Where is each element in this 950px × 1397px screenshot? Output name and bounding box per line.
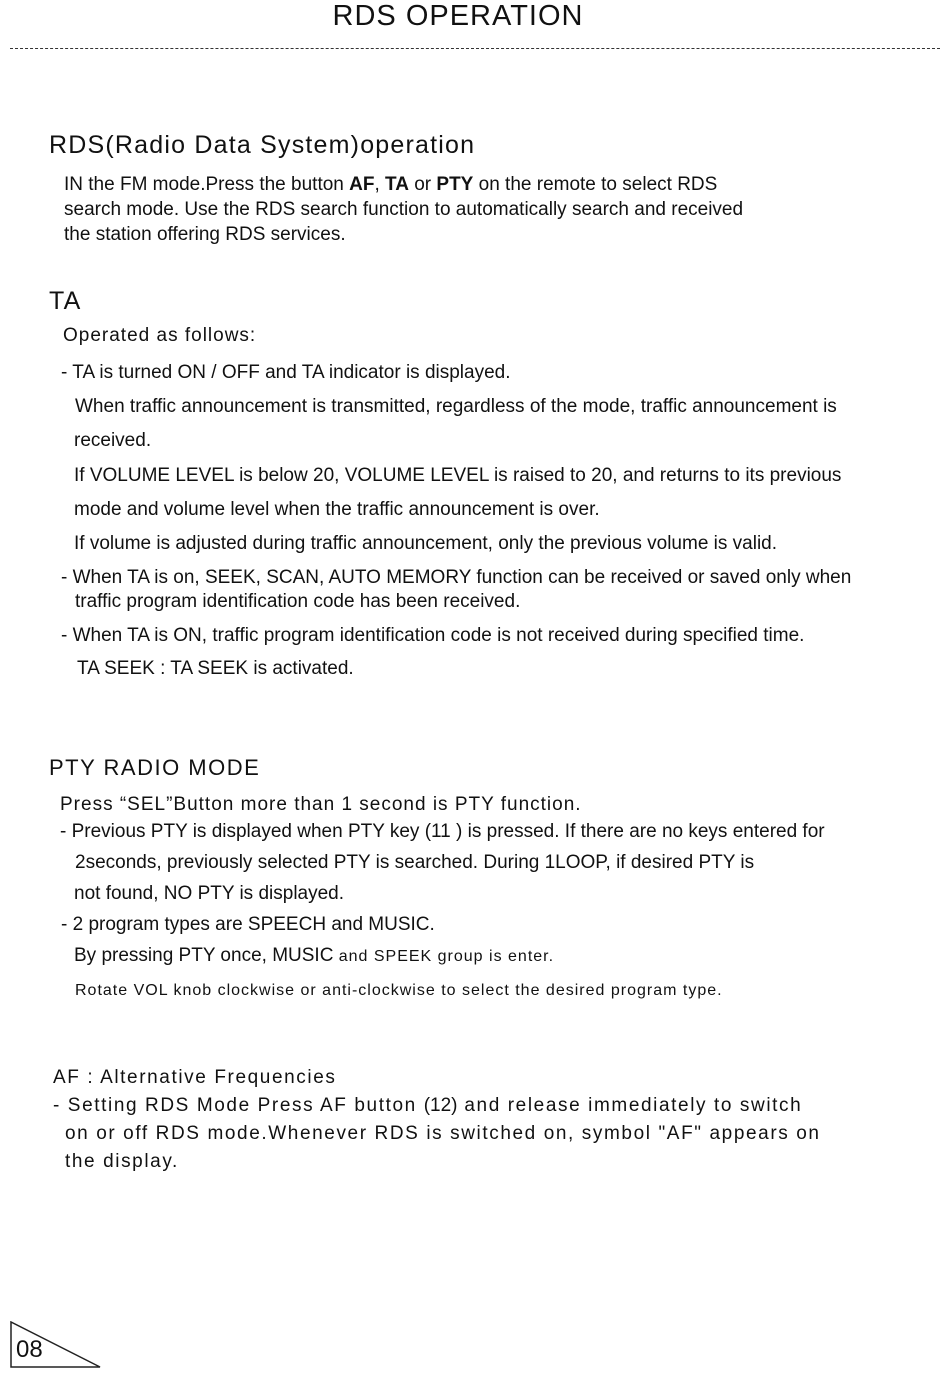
ta-line-5: mode and volume level when the traffic announcement is over. xyxy=(74,499,600,520)
pty-line-6-part-2: and SPEEK group is enter. xyxy=(338,948,555,965)
ta-line-2: When traffic announcement is transmitted, regardless of the mode, traffic announcement is xyxy=(75,396,837,417)
pty-line-2-part-2: is pressed. If there are no keys entered for xyxy=(462,821,825,842)
af-line-3: the display. xyxy=(65,1151,179,1172)
pty-line-6 xyxy=(74,945,554,967)
header-divider xyxy=(10,48,940,49)
pty-key-label: PTY xyxy=(436,174,474,195)
rds-intro-line-3: the station offering RDS services. xyxy=(64,224,346,245)
ta-line-7: - When TA is on, SEEK, SCAN, AUTO MEMORY function can be received or saved only when xyxy=(61,567,852,588)
separator: , xyxy=(374,174,386,195)
pty-key-number: (11 ) xyxy=(424,821,463,842)
ta-line-3: received. xyxy=(74,430,152,451)
af-heading: AF : Alternative Frequencies xyxy=(53,1067,337,1088)
pty-line-6-part-1: By pressing PTY once, MUSIC xyxy=(74,945,339,966)
af-line-1-part-1: - Setting RDS Mode Press AF button xyxy=(53,1095,424,1116)
volume-level-value: 20 xyxy=(313,465,335,486)
pty-line-2 xyxy=(60,821,825,843)
af-key-number: (12) xyxy=(423,1095,458,1116)
rds-intro-pre: IN the FM mode.Press the button xyxy=(64,174,350,195)
af-line-1 xyxy=(53,1095,802,1117)
ta-line-9: - When TA is ON, traffic program identification code is not received during specified time. xyxy=(61,625,805,646)
ta-line-8: traffic program identification code has been received. xyxy=(75,591,521,612)
page-number: 08 xyxy=(16,1336,43,1363)
rds-intro-line-2: search mode. Use the RDS search function to automatically search and received xyxy=(64,199,744,220)
ta-line-10: TA SEEK : TA SEEK is activated. xyxy=(77,658,354,679)
rds-intro-line-1 xyxy=(64,174,717,196)
pty-line-7: Rotate VOL knob clockwise or anti-clockwise to select the desired program type. xyxy=(75,982,723,999)
page-title: RDS OPERATION xyxy=(332,0,584,32)
af-line-1-part-2: and release immediately to switch xyxy=(457,1095,803,1116)
ta-line-4 xyxy=(74,465,841,487)
af-key-label: AF xyxy=(349,174,375,195)
ta-line-4-part-1: If VOLUME LEVEL is below xyxy=(74,465,314,486)
pty-heading: PTY RADIO MODE xyxy=(49,755,261,780)
ta-heading: TA xyxy=(49,287,82,315)
pty-line-2-part-1: - Previous PTY is displayed when PTY key xyxy=(60,821,425,842)
rds-heading: RDS(Radio Data System)operation xyxy=(49,131,476,159)
pty-line-1: Press “SEL”Button more than 1 second is PTY function. xyxy=(60,794,582,815)
pty-line-3: 2seconds, previously selected PTY is searched. During 1LOOP, if desired PTY is xyxy=(75,852,755,873)
volume-level-value: 20 xyxy=(591,465,613,486)
separator: or xyxy=(408,174,437,195)
pty-line-4: not found, NO PTY is displayed. xyxy=(74,883,345,904)
ta-line-6: If volume is adjusted during traffic announcement, only the previous volume is valid. xyxy=(74,533,778,554)
ta-line-1: - TA is turned ON / OFF and TA indicator is displayed. xyxy=(61,362,511,383)
af-line-2: on or off RDS mode.Whenever RDS is switched on, symbol "AF" appears on xyxy=(65,1123,821,1144)
ta-line-4-part-2: , VOLUME LEVEL is raised to xyxy=(334,465,592,486)
ta-operated-label: Operated as follows: xyxy=(63,325,257,346)
ta-line-4-part-3: , and returns to its previous xyxy=(612,465,842,486)
rds-intro-post: on the remote to select RDS xyxy=(473,174,718,195)
pty-line-5: - 2 program types are SPEECH and MUSIC. xyxy=(61,914,435,935)
ta-key-label: TA xyxy=(385,174,409,195)
